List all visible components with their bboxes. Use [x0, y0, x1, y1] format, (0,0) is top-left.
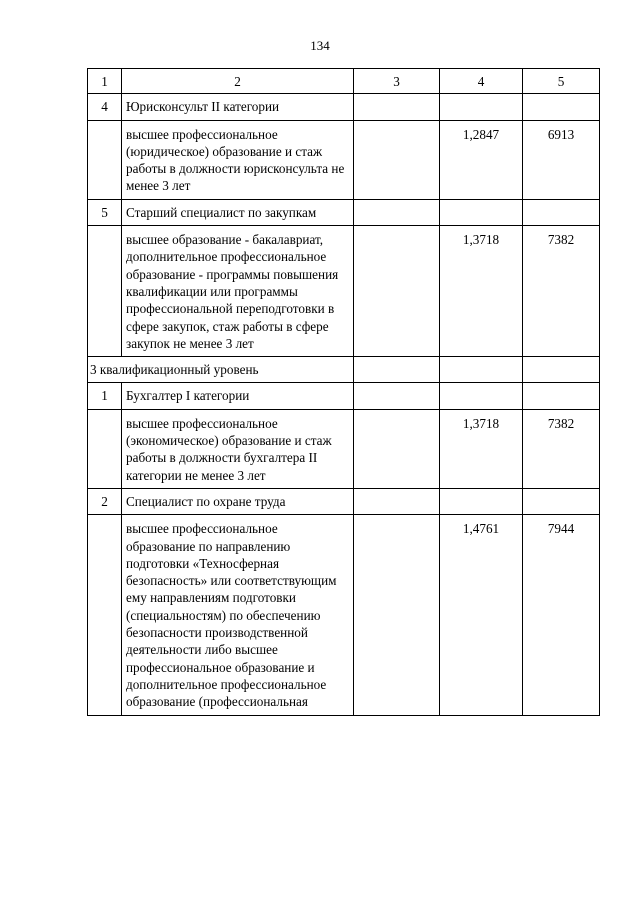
position-title: Юрисконсульт II категории: [122, 94, 354, 120]
empty-cell: [354, 226, 440, 357]
table-row: [88, 120, 600, 199]
table-row: [88, 488, 600, 514]
column-header: 4: [440, 69, 523, 94]
empty-cell: [88, 226, 122, 357]
table-row: [88, 226, 600, 357]
table-row: [88, 357, 600, 383]
column-header: 3: [354, 69, 440, 94]
coefficient-value: 1,4761: [440, 515, 523, 715]
column-header: 5: [523, 69, 600, 94]
empty-cell: [523, 383, 600, 409]
empty-cell: [88, 120, 122, 199]
position-title: Бухгалтер I категории: [122, 383, 354, 409]
coefficient-value: 1,3718: [440, 226, 523, 357]
empty-cell: [440, 199, 523, 225]
requirement-text: высшее профессиональное образование по направлению подготовки «Техносферная безопасность» или соответствующим ему направлениям подготовки (специальностям) по обеспечению безопасности производственной деятельности либо высшее профессиональное образование и дополнительное профессиональное образование (профессиональная: [122, 515, 354, 715]
table-header-row: [88, 69, 600, 94]
empty-cell: [440, 383, 523, 409]
position-title: Старший специалист по закупкам: [122, 199, 354, 225]
empty-cell: [354, 357, 440, 383]
salary-value: 6913: [523, 120, 600, 199]
position-number: 5: [88, 199, 122, 225]
empty-cell: [440, 357, 523, 383]
table-row: [88, 383, 600, 409]
position-number: 4: [88, 94, 122, 120]
empty-cell: [354, 409, 440, 488]
requirement-text: высшее профессиональное (экономическое) образование и стаж работы в должности бухгалтера II категории не менее 3 лет: [122, 409, 354, 488]
coefficient-value: 1,2847: [440, 120, 523, 199]
empty-cell: [354, 94, 440, 120]
position-title: Специалист по охране труда: [122, 488, 354, 514]
requirement-text: высшее образование - бакалавриат, дополнительное профессиональное образование - программы повышения квалификации или программы профессиональной переподготовки в сфере закупок, стаж работы в сфере закупок не менее 3 лет: [122, 226, 354, 357]
empty-cell: [523, 199, 600, 225]
table-row: [88, 199, 600, 225]
empty-cell: [440, 94, 523, 120]
empty-cell: [440, 488, 523, 514]
salary-value: 7382: [523, 409, 600, 488]
position-number: 1: [88, 383, 122, 409]
empty-cell: [354, 383, 440, 409]
position-number: 2: [88, 488, 122, 514]
empty-cell: [354, 199, 440, 225]
empty-cell: [88, 409, 122, 488]
table-row: [88, 409, 600, 488]
empty-cell: [523, 94, 600, 120]
empty-cell: [523, 488, 600, 514]
salary-value: 7382: [523, 226, 600, 357]
table-row: [88, 515, 600, 715]
empty-cell: [354, 515, 440, 715]
qualification-level-title: 3 квалификационный уровень: [88, 357, 354, 383]
requirement-text: высшее профессиональное (юридическое) образование и стаж работы в должности юрисконсульта не менее 3 лет: [122, 120, 354, 199]
empty-cell: [88, 515, 122, 715]
salary-value: 7944: [523, 515, 600, 715]
empty-cell: [354, 120, 440, 199]
coefficient-value: 1,3718: [440, 409, 523, 488]
table-row: [88, 94, 600, 120]
page-number: 134: [310, 38, 330, 53]
empty-cell: [523, 357, 600, 383]
empty-cell: [354, 488, 440, 514]
column-header: 1: [88, 69, 122, 94]
salary-table: [87, 68, 600, 716]
column-header: 2: [122, 69, 354, 94]
